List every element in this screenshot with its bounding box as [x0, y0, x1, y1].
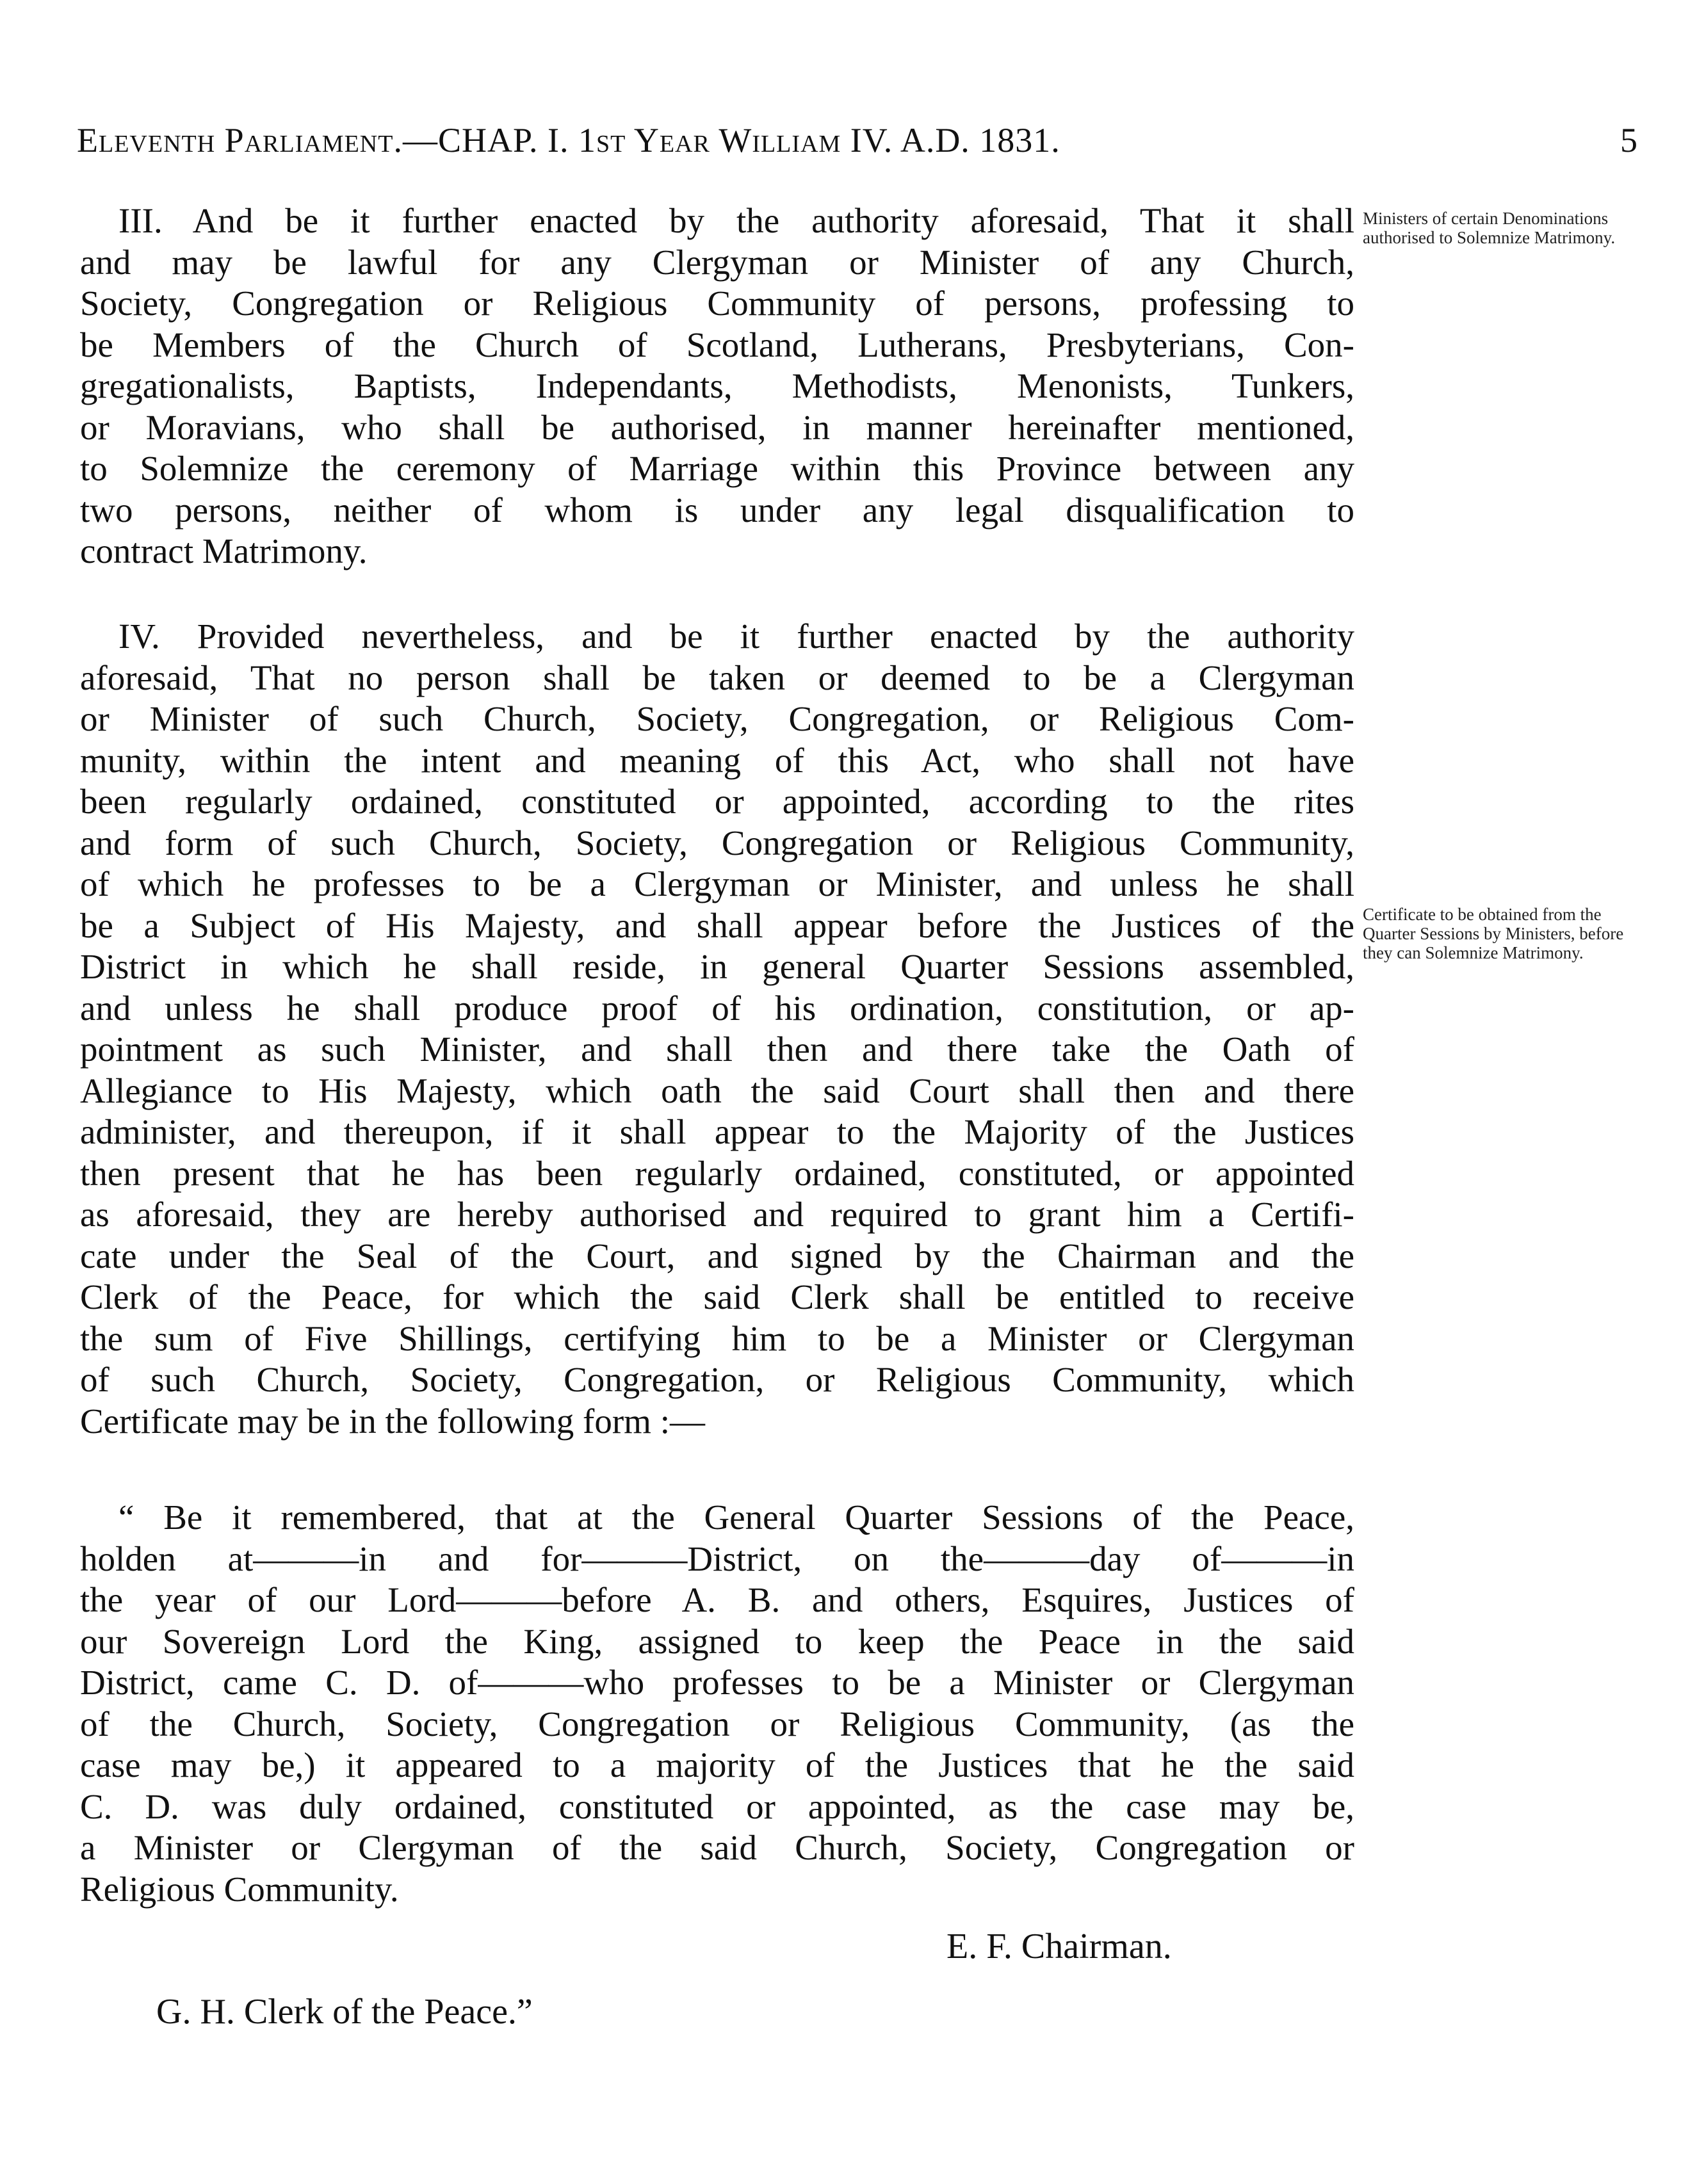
signature-clerk: G. H. Clerk of the Peace.”	[156, 1992, 533, 2032]
section-4-line: Allegiance to His Majesty, which oath the said Court shall then and there	[80, 1071, 1354, 1110]
margin-note-section-3: Ministers of certain Denominations authorised to Solemnize Matrimony.	[1363, 209, 1616, 247]
margin-note-section-4: Certificate to be obtained from the Quarter Sessions by Ministers, before they can Solemnize Matrimony.	[1363, 905, 1624, 962]
section-4-line: the sum of Five Shillings, certifying him to be a Minister or Clergyman	[80, 1318, 1354, 1358]
form-line: District, came C. D. of———who professes to be a Minister or Clergyman	[80, 1663, 1354, 1702]
section-3-line: III. And be it further enacted by the authority aforesaid, That it shall	[118, 201, 1354, 240]
form-line: our Sovereign Lord the King, assigned to keep the Peace in the said	[80, 1621, 1354, 1661]
form-line: the year of our Lord———before A. B. and others, Esquires, Justices of	[80, 1580, 1354, 1619]
form-line: holden at———in and for———District, on the———day of———in	[80, 1539, 1354, 1578]
section-3-line: and may be lawful for any Clergyman or Minister of any Church,	[80, 242, 1354, 282]
section-3-line: to Solemnize the ceremony of Marriage within this Province between any	[80, 449, 1354, 488]
section-4-line: administer, and thereupon, if it shall appear to the Majority of the Justices	[80, 1112, 1354, 1151]
form-line: case may be,) it appeared to a majority of the Justices that he the said	[80, 1745, 1354, 1784]
section-4-line: of such Church, Society, Congregation, or Religious Community, which	[80, 1360, 1354, 1399]
section-4-line: as aforesaid, they are hereby authorised and required to grant him a Certifi-	[80, 1195, 1354, 1234]
form-line: “ Be it remembered, that at the General Quarter Sessions of the Peace,	[118, 1498, 1354, 1537]
section-4-line: pointment as such Minister, and shall then and there take the Oath of	[80, 1030, 1354, 1069]
certificate-form	[80, 1497, 1354, 1910]
section-3	[80, 200, 1354, 572]
section-4-line: be a Subject of His Majesty, and shall appear before the Justices of the	[80, 905, 1354, 945]
section-4-line: Clerk of the Peace, for which the said Clerk shall be entitled to receive	[80, 1277, 1354, 1316]
section-4-line: then present that he has been regularly ordained, constituted, or appointed	[80, 1153, 1354, 1193]
section-3-line: be Members of the Church of Scotland, Lutherans, Presbyterians, Con-	[80, 325, 1354, 364]
form-line: a Minister or Clergyman of the said Church, Society, Congregation or	[80, 1828, 1354, 1867]
section-4-line: IV. Provided nevertheless, and be it further enacted by the authority	[118, 617, 1354, 656]
section-4-line: District in which he shall reside, in general Quarter Sessions assembled,	[80, 947, 1354, 986]
running-title: Eleventh Parliament.—CHAP. I. 1st Year William IV. A.D. 1831.	[77, 121, 1060, 159]
section-3-line: Society, Congregation or Religious Community of persons, professing to	[80, 284, 1354, 323]
section-4-line: of which he professes to be a Clergyman or Minister, and unless he shall	[80, 864, 1354, 903]
section-4-line: and form of such Church, Society, Congregation or Religious Community,	[80, 823, 1354, 862]
section-4-line: cate under the Seal of the Court, and signed by the Chairman and the	[80, 1236, 1354, 1275]
section-3-line: gregationalists, Baptists, Independants, Methodists, Menonists, Tunkers,	[80, 366, 1354, 405]
section-4-line: and unless he shall produce proof of his ordination, constitution, or ap-	[80, 988, 1354, 1028]
section-3-line: contract Matrimony.	[80, 531, 368, 570]
section-3-line: two persons, neither of whom is under any legal disqualification to	[80, 490, 1354, 530]
form-line: of the Church, Society, Congregation or Religious Community, (as the	[80, 1704, 1354, 1743]
section-4-line: or Minister of such Church, Society, Congregation, or Religious Com-	[80, 699, 1354, 738]
section-4-line: aforesaid, That no person shall be taken or deemed to be a Clergyman	[80, 658, 1354, 697]
section-3-line: or Moravians, who shall be authorised, in manner hereinafter mentioned,	[80, 407, 1354, 447]
form-line: Religious Community.	[80, 1869, 399, 1909]
section-4-line: Certificate may be in the following form :—	[80, 1401, 705, 1441]
signature-chairman: E. F. Chairman.	[946, 1927, 1172, 1966]
section-4	[80, 616, 1354, 1442]
section-4-line: munity, within the intent and meaning of this Act, who shall not have	[80, 740, 1354, 780]
section-4-line: been regularly ordained, constituted or appointed, according to the rites	[80, 782, 1354, 821]
page-number: 5	[1620, 121, 1637, 159]
form-line: C. D. was duly ordained, constituted or appointed, as the case may be,	[80, 1786, 1354, 1826]
